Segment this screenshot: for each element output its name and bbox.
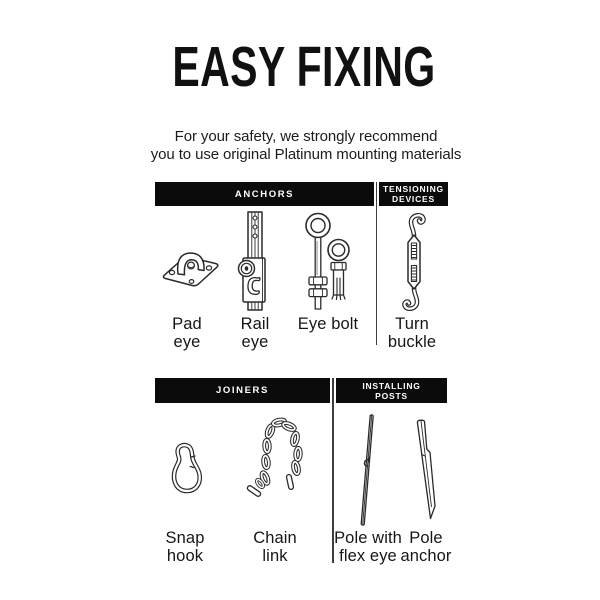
anchors-header-label: ANCHORS xyxy=(234,188,295,200)
label-rail-eye: Rail eye xyxy=(240,315,270,351)
pad-eye-icon xyxy=(158,243,222,291)
safety-subtitle xyxy=(6,128,600,163)
chain-link-icon xyxy=(243,416,307,508)
label-eye-bolt: Eye bolt xyxy=(297,315,359,333)
installing-header-line-1: INSTALLING xyxy=(362,380,421,391)
tensioning-header-line-2: DEVICES xyxy=(392,194,435,204)
joiners-header-label: JOINERS xyxy=(216,385,269,396)
section1-column-divider xyxy=(376,182,378,345)
page-title: EASY FIXING xyxy=(172,35,436,99)
label-pole-with-flex-eye: Pole with flex eye xyxy=(334,529,402,565)
rail-eye-icon xyxy=(237,209,271,314)
label-turn-buckle: Turn buckle xyxy=(387,315,437,351)
label-pole-anchor: Pole anchor xyxy=(400,529,452,565)
tensioning-header-line-1: TENSIONING xyxy=(383,184,444,194)
label-snap-hook: Snap hook xyxy=(165,529,205,565)
pole-anchor-icon xyxy=(408,419,440,521)
section-header-tensioning-devices xyxy=(379,182,448,206)
pole-with-flex-eye-icon xyxy=(356,413,378,529)
section-header-installing-posts xyxy=(336,378,447,403)
installing-header-line-2: POSTS xyxy=(375,390,408,401)
label-pad-eye: Pad eye xyxy=(172,315,202,351)
subtitle-line-2: you to use original Platinum mounting materials xyxy=(150,145,462,163)
chain-links xyxy=(255,418,301,488)
subtitle-line-1: For your safety, we strongly recommend xyxy=(174,128,438,145)
section-header-joiners xyxy=(155,378,330,403)
chain-end-toggles xyxy=(246,474,293,497)
section-header-anchors xyxy=(155,182,374,206)
eye-bolt-icon xyxy=(300,210,360,314)
label-chain-link: Chain link xyxy=(253,529,297,565)
snap-hook-icon xyxy=(168,441,206,495)
turn-buckle-icon xyxy=(399,208,429,316)
